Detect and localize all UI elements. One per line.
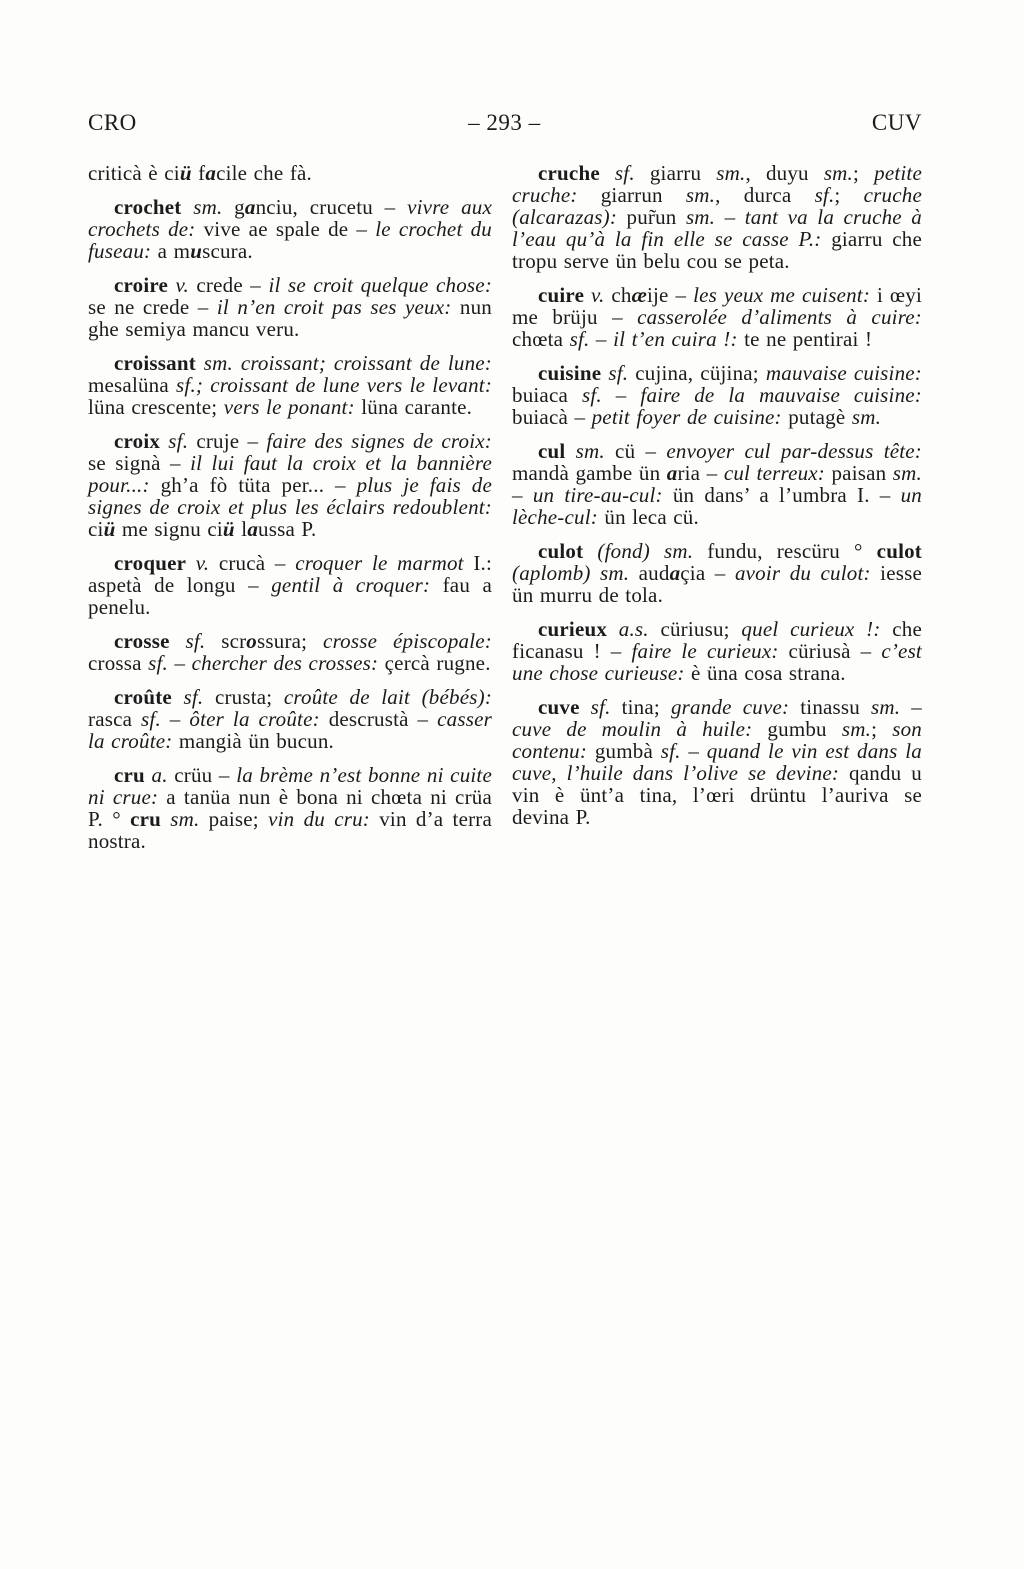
entry-text: crusta; bbox=[214, 685, 284, 709]
italic-phrase: casser la croûte: bbox=[88, 707, 492, 753]
entry-text: buiaca bbox=[512, 383, 582, 407]
entry-text: paisan bbox=[831, 461, 893, 485]
entry-text: buiacà – bbox=[512, 405, 592, 429]
headword: cru bbox=[114, 763, 145, 787]
dictionary-entry bbox=[88, 196, 492, 262]
italic-phrase: il lui faut la croix et la bannière pour...: bbox=[88, 451, 492, 497]
page-header bbox=[0, 0, 1024, 136]
italic-phrase: petit foyer de cuisine: bbox=[591, 405, 789, 429]
italic-phrase: (fond) sm. bbox=[583, 539, 708, 563]
entry-text: putagè bbox=[788, 405, 852, 429]
headword: croissant bbox=[114, 351, 196, 375]
italic-phrase: il se croit quelque chose: bbox=[268, 273, 493, 297]
italic-phrase: avoir du culot: bbox=[734, 561, 881, 585]
entry-text: crucà – bbox=[218, 551, 296, 575]
italic-phrase: faire des signes de croix: bbox=[266, 429, 492, 453]
italic-phrase: tant va la cruche à l’eau qu’à la fin elle se casse P.: bbox=[512, 205, 922, 251]
entry-text: che ficanasu ! – bbox=[512, 617, 922, 663]
dictionary-entry bbox=[88, 552, 492, 618]
entry-text: tinassu bbox=[800, 695, 872, 719]
entry-text: gumbu bbox=[767, 717, 842, 741]
italic-phrase: envoyer cul par-dessus tête: bbox=[666, 439, 923, 463]
italic-phrase: sm. bbox=[892, 461, 922, 485]
headword: croquer bbox=[114, 551, 187, 575]
italic-phrase: sm. bbox=[851, 405, 882, 429]
entry-text: rasca bbox=[88, 707, 142, 731]
dictionary-entry bbox=[512, 618, 922, 684]
headword: croire bbox=[114, 273, 169, 297]
stressed-vowel: a bbox=[244, 195, 256, 219]
italic-phrase: sf. bbox=[169, 629, 222, 653]
headword: cuve bbox=[538, 695, 580, 719]
italic-phrase: un lèche-cul: bbox=[512, 483, 922, 529]
entry-text: ije – bbox=[646, 283, 694, 307]
entry-text: scr bbox=[221, 629, 247, 653]
entry-text: criticà è ci bbox=[88, 161, 180, 185]
entry-text: ssura; bbox=[257, 629, 324, 653]
entry-text: gumbà bbox=[594, 739, 661, 763]
stressed-vowel: ü bbox=[103, 517, 116, 541]
entry-text: ; bbox=[871, 717, 893, 741]
right-column bbox=[512, 162, 922, 864]
italic-phrase: sf.; croissant de lune vers le levant: bbox=[176, 373, 493, 397]
headword: cru bbox=[130, 807, 161, 831]
entry-text: – bbox=[512, 483, 533, 507]
italic-phrase: il n’en croit pas ses yeux: bbox=[216, 295, 460, 319]
entry-text: iesse ün murru de tola. bbox=[512, 561, 922, 607]
dictionary-entry bbox=[88, 630, 492, 674]
entry-text: me signu ci bbox=[115, 517, 223, 541]
entry-text: paise; bbox=[208, 807, 269, 831]
italic-phrase: v. bbox=[168, 273, 197, 297]
left-column bbox=[88, 162, 492, 864]
entry-text: mandà gambe ün bbox=[512, 461, 667, 485]
stressed-vowel: ü bbox=[179, 161, 192, 185]
italic-phrase: plus je fais de signes de croix et plus les éclairs redoublent: bbox=[88, 473, 492, 519]
entry-text: vin d’a terra nostra. bbox=[88, 807, 492, 853]
entry-text: i œyi me brüju – bbox=[512, 283, 922, 329]
entry-text: – bbox=[715, 205, 745, 229]
entry-text: pur̃un bbox=[626, 205, 686, 229]
entry-text: , duyu bbox=[745, 161, 824, 185]
stressed-vowel: o bbox=[246, 629, 257, 653]
italic-phrase: sf. bbox=[599, 161, 650, 185]
entry-text: – bbox=[601, 383, 641, 407]
entry-text: nun ghe semiya mancu veru. bbox=[88, 295, 492, 341]
guide-word-right: CUV bbox=[871, 110, 922, 135]
entry-text: f bbox=[191, 161, 206, 185]
dictionary-entry bbox=[512, 284, 922, 350]
stressed-vowel: æ bbox=[631, 283, 647, 307]
italic-phrase: a.s. bbox=[607, 617, 661, 641]
italic-phrase: sf. bbox=[148, 651, 168, 675]
italic-phrase: cruche (alcarazas): bbox=[512, 183, 922, 229]
entry-text: cile che fà. bbox=[216, 161, 313, 185]
headword: cuisine bbox=[538, 361, 602, 385]
italic-phrase: le crochet du fuseau: bbox=[88, 217, 492, 263]
italic-phrase: un tire-au-cul: bbox=[532, 483, 673, 507]
headword: curieux bbox=[538, 617, 608, 641]
italic-phrase: gentil à croquer: bbox=[271, 573, 443, 597]
dictionary-entry bbox=[88, 764, 492, 852]
entry-text: qandu u vin è ünt’a tina, l’œri drüntu l’auriva se devina P. bbox=[512, 761, 922, 829]
italic-phrase: sf. bbox=[569, 327, 590, 351]
stressed-vowel: ü bbox=[222, 517, 235, 541]
headword: croix bbox=[114, 429, 161, 453]
italic-phrase: sm. bbox=[716, 161, 746, 185]
italic-phrase: vivre aux crochets de: bbox=[88, 195, 492, 241]
italic-phrase: mauvaise cuisine: bbox=[765, 361, 922, 385]
italic-phrase: sf. bbox=[579, 695, 622, 719]
entry-text: a tanüa nun è bona ni chœta ni crüa P. ° bbox=[88, 785, 492, 831]
entry-text: aud bbox=[638, 561, 670, 585]
italic-phrase: sm. bbox=[823, 161, 854, 185]
entry-text: l bbox=[234, 517, 248, 541]
italic-phrase: petite cruche: bbox=[512, 161, 922, 207]
italic-phrase: la brème n’est bonne ni cuite ni crue: bbox=[88, 763, 492, 809]
entry-text: chœta bbox=[512, 327, 570, 351]
italic-phrase: sm. croissant; croissant de lune: bbox=[195, 351, 492, 375]
entry-text: descrustà – bbox=[328, 707, 438, 731]
entry-text: çercà rugne. bbox=[384, 651, 491, 675]
entry-text: crüu – bbox=[174, 763, 237, 787]
stressed-vowel: a bbox=[205, 161, 217, 185]
italic-phrase: sm. bbox=[871, 695, 901, 719]
italic-phrase: v. bbox=[186, 551, 219, 575]
italic-phrase: croûte de lait (bébés): bbox=[283, 685, 493, 709]
dictionary-entry bbox=[88, 686, 492, 752]
headword: crosse bbox=[114, 629, 170, 653]
italic-phrase: faire de la mauvaise cuisine: bbox=[640, 383, 922, 407]
stressed-vowel: a bbox=[247, 517, 259, 541]
italic-phrase: vers le ponant: bbox=[223, 395, 362, 419]
italic-phrase: sf. bbox=[581, 383, 602, 407]
entry-text: lüna crescente; bbox=[88, 395, 224, 419]
italic-phrase: sm. bbox=[841, 717, 872, 741]
entry-text: gh’a fò tüta per... – bbox=[160, 473, 357, 497]
dictionary-entry bbox=[88, 352, 492, 418]
entry-text: giarrun bbox=[600, 183, 686, 207]
entry-text: crossa bbox=[88, 651, 149, 675]
entry-text: ria – bbox=[677, 461, 724, 485]
dictionary-entry bbox=[512, 162, 922, 272]
entry-text: mangià ün bucun. bbox=[178, 729, 334, 753]
text-columns bbox=[0, 136, 1024, 864]
headword: culot bbox=[876, 539, 922, 563]
italic-phrase: cuve de moulin à huile: bbox=[512, 717, 768, 741]
entry-text: giarru bbox=[649, 161, 717, 185]
italic-phrase: sm. bbox=[685, 205, 716, 229]
italic-phrase: quel curieux !: bbox=[741, 617, 893, 641]
entry-text: – bbox=[589, 327, 614, 351]
headword: cuire bbox=[538, 283, 585, 307]
entry-text: se signà – bbox=[88, 451, 191, 475]
stressed-vowel: a bbox=[669, 561, 681, 585]
entry-text: nciu, crucetu – bbox=[255, 195, 408, 219]
entry-text: tina; bbox=[621, 695, 671, 719]
headword: croûte bbox=[114, 685, 172, 709]
dictionary-entry bbox=[512, 540, 922, 606]
entry-text: mesalüna bbox=[88, 373, 177, 397]
entry-text: cü – bbox=[615, 439, 667, 463]
page-number: – 293 – bbox=[468, 110, 541, 135]
entry-text: crede – bbox=[196, 273, 269, 297]
italic-phrase: sf. bbox=[160, 429, 197, 453]
italic-phrase: sm. bbox=[181, 195, 235, 219]
italic-phrase: crosse épiscopale: bbox=[323, 629, 492, 653]
entry-text: giarru che tropu serve ün belu cou se peta. bbox=[512, 227, 922, 273]
entry-text: a m bbox=[157, 239, 191, 263]
entry-text: vive ae spale de – bbox=[203, 217, 376, 241]
italic-phrase: c’est une chose curieuse: bbox=[512, 639, 922, 685]
entry-text: scura. bbox=[202, 239, 253, 263]
italic-phrase: v. bbox=[584, 283, 612, 307]
entry-text: fau a penelu. bbox=[88, 573, 492, 619]
entry-text: fundu, rescüru ° bbox=[707, 539, 877, 563]
headword: cul bbox=[538, 439, 566, 463]
entry-text: – bbox=[900, 695, 923, 719]
dictionary-entry bbox=[88, 162, 492, 184]
italic-phrase: sf. bbox=[171, 685, 215, 709]
dictionary-entry bbox=[512, 362, 922, 428]
entry-text: ussa P. bbox=[258, 517, 317, 541]
italic-phrase: sm. bbox=[565, 439, 616, 463]
dictionary-entry bbox=[88, 430, 492, 540]
entry-text: cujina, cüjina; bbox=[635, 361, 766, 385]
entry-text: ; bbox=[834, 183, 864, 207]
entry-text: se ne crede – bbox=[88, 295, 217, 319]
guide-word-left: CRO bbox=[88, 110, 137, 135]
italic-phrase: faire le curieux: bbox=[631, 639, 789, 663]
italic-phrase: sf. bbox=[660, 739, 681, 763]
dictionary-entry bbox=[512, 440, 922, 528]
italic-phrase: sf. bbox=[601, 361, 636, 385]
italic-phrase: son contenu: bbox=[512, 717, 922, 763]
entry-text: – bbox=[160, 707, 190, 731]
italic-phrase: quand le vin est dans la cuve, l’huile dans l’olive se devine: bbox=[512, 739, 922, 785]
italic-phrase: il t’en cuira !: bbox=[613, 327, 745, 351]
entry-text: I.: aspetà de longu – bbox=[88, 551, 492, 597]
entry-text: – bbox=[168, 651, 192, 675]
stressed-vowel: u bbox=[190, 239, 203, 263]
entry-text: è üna cosa strana. bbox=[691, 661, 846, 685]
headword: crochet bbox=[114, 195, 182, 219]
entry-text: çia – bbox=[680, 561, 735, 585]
entry-text: ci bbox=[88, 517, 104, 541]
italic-phrase: casserolée d’aliments à cuire: bbox=[637, 305, 922, 329]
italic-phrase: sf. bbox=[141, 707, 161, 731]
italic-phrase: les yeux me cuisent: bbox=[693, 283, 877, 307]
entry-text: te ne pentirai ! bbox=[744, 327, 873, 351]
dictionary-entry bbox=[88, 274, 492, 340]
italic-phrase: vin du cru: bbox=[268, 807, 380, 831]
italic-phrase: cul terreux: bbox=[723, 461, 832, 485]
italic-phrase: grande cuve: bbox=[670, 695, 801, 719]
entry-text: g bbox=[234, 195, 245, 219]
italic-phrase: croquer le marmot bbox=[295, 551, 474, 575]
dictionary-entry bbox=[512, 696, 922, 828]
italic-phrase: sm. bbox=[161, 807, 209, 831]
entry-text: ün dans’ a l’umbra I. – bbox=[672, 483, 901, 507]
entry-text: cüriusu; bbox=[660, 617, 742, 641]
italic-phrase: ôter la croûte: bbox=[189, 707, 329, 731]
italic-phrase: (aplomb) sm. bbox=[512, 561, 639, 585]
headword: cruche bbox=[538, 161, 600, 185]
stressed-vowel: a bbox=[666, 461, 678, 485]
entry-text: cüriusà – bbox=[788, 639, 882, 663]
entry-text: ün leca cü. bbox=[604, 505, 699, 529]
headword: culot bbox=[538, 539, 584, 563]
entry-text: ; bbox=[853, 161, 875, 185]
entry-text: – bbox=[680, 739, 707, 763]
italic-phrase: sf. bbox=[814, 183, 835, 207]
entry-text: , durca bbox=[715, 183, 815, 207]
italic-phrase: sm. bbox=[685, 183, 716, 207]
italic-phrase: a. bbox=[144, 763, 175, 787]
entry-text: cruje – bbox=[196, 429, 267, 453]
entry-text: ch bbox=[611, 283, 632, 307]
entry-text: lüna carante. bbox=[361, 395, 473, 419]
italic-phrase: chercher des crosses: bbox=[191, 651, 385, 675]
